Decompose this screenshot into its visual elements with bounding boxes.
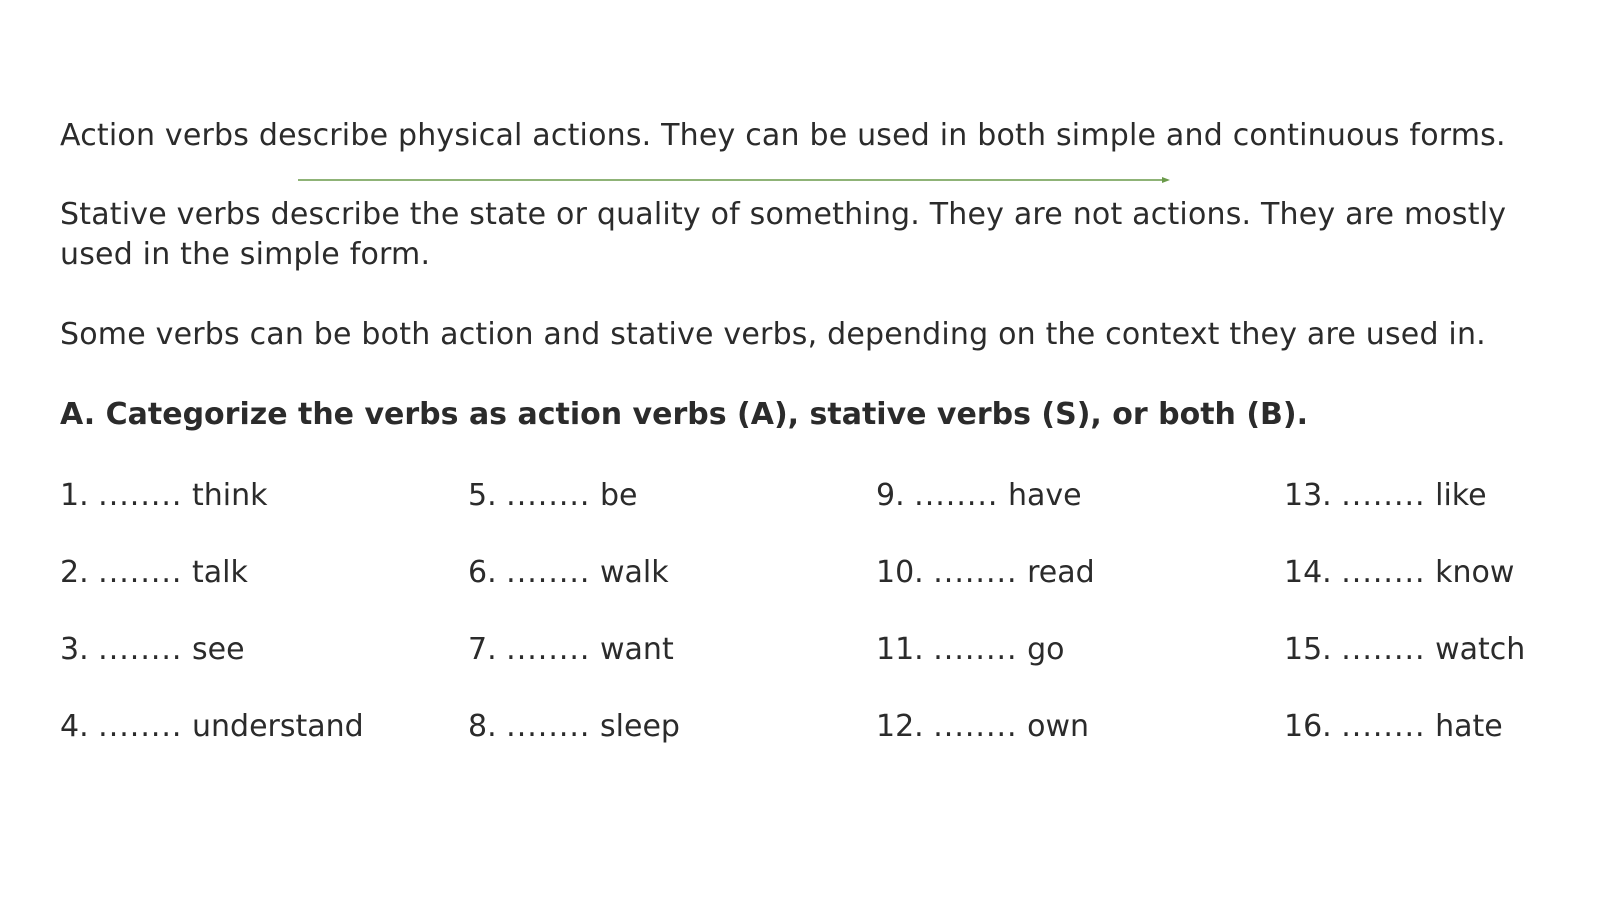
item-number: 11. [876, 632, 924, 667]
item-number: 10. [876, 555, 924, 590]
list-item [1284, 553, 1560, 630]
list-item [876, 476, 1284, 553]
item-number: 3. [60, 632, 89, 667]
item-verb: go [1027, 632, 1065, 667]
list-item [1284, 707, 1560, 784]
verb-exercise-grid [60, 476, 1560, 784]
item-number: 1. [60, 478, 89, 513]
item-verb: walk [600, 555, 669, 590]
item-verb: own [1027, 709, 1090, 744]
list-item [876, 553, 1284, 630]
list-item [60, 553, 468, 630]
answer-blank[interactable]: ........ [933, 709, 1018, 744]
answer-blank[interactable]: ........ [506, 478, 591, 513]
item-verb: watch [1435, 632, 1526, 667]
list-item [60, 630, 468, 707]
list-item [1284, 630, 1560, 707]
answer-blank[interactable]: ........ [506, 632, 591, 667]
answer-blank[interactable]: ........ [914, 478, 999, 513]
item-number: 6. [468, 555, 497, 590]
answer-blank[interactable]: ........ [98, 709, 183, 744]
answer-blank[interactable]: ........ [98, 632, 183, 667]
item-number: 15. [1284, 632, 1332, 667]
item-verb: see [192, 632, 245, 667]
both-verbs-note: Some verbs can be both action and stative verbs, depending on the context they are used in. [60, 317, 1486, 352]
list-item [876, 707, 1284, 784]
answer-blank[interactable]: ........ [933, 555, 1018, 590]
answer-blank[interactable]: ........ [98, 478, 183, 513]
item-number: 12. [876, 709, 924, 744]
item-verb: talk [192, 555, 248, 590]
arrow-icon [298, 176, 1170, 184]
item-verb: hate [1435, 709, 1503, 744]
item-verb: sleep [600, 709, 680, 744]
answer-blank[interactable]: ........ [1341, 632, 1426, 667]
item-number: 8. [468, 709, 497, 744]
item-number: 4. [60, 709, 89, 744]
stative-verbs-definition: Stative verbs describe the state or quality of something. They are not actions. They are mostly used in the simple form. [60, 197, 1507, 272]
item-verb: have [1008, 478, 1082, 513]
item-number: 14. [1284, 555, 1332, 590]
item-number: 9. [876, 478, 905, 513]
list-item [468, 630, 876, 707]
item-verb: be [600, 478, 638, 513]
answer-blank[interactable]: ........ [1341, 709, 1426, 744]
list-item [468, 707, 876, 784]
item-number: 16. [1284, 709, 1332, 744]
item-verb: like [1435, 478, 1487, 513]
answer-blank[interactable]: ........ [98, 555, 183, 590]
item-verb: understand [192, 709, 364, 744]
list-item [1284, 476, 1560, 553]
item-number: 7. [468, 632, 497, 667]
list-item [468, 553, 876, 630]
item-number: 13. [1284, 478, 1332, 513]
answer-blank[interactable]: ........ [506, 555, 591, 590]
answer-blank[interactable]: ........ [1341, 555, 1426, 590]
answer-blank[interactable]: ........ [1341, 478, 1426, 513]
item-number: 2. [60, 555, 89, 590]
item-number: 5. [468, 478, 497, 513]
list-item [876, 630, 1284, 707]
list-item [60, 707, 468, 784]
answer-blank[interactable]: ........ [933, 632, 1018, 667]
answer-blank[interactable]: ........ [506, 709, 591, 744]
list-item [60, 476, 468, 553]
exercise-instruction: A. Categorize the verbs as action verbs (A), stative verbs (S), or both (B). [60, 397, 1309, 432]
action-verbs-definition: Action verbs describe physical actions. They can be used in both simple and continuous forms. [60, 118, 1506, 153]
item-verb: know [1435, 555, 1515, 590]
item-verb: read [1027, 555, 1095, 590]
item-verb: want [600, 632, 674, 667]
list-item [468, 476, 876, 553]
item-verb: think [192, 478, 268, 513]
